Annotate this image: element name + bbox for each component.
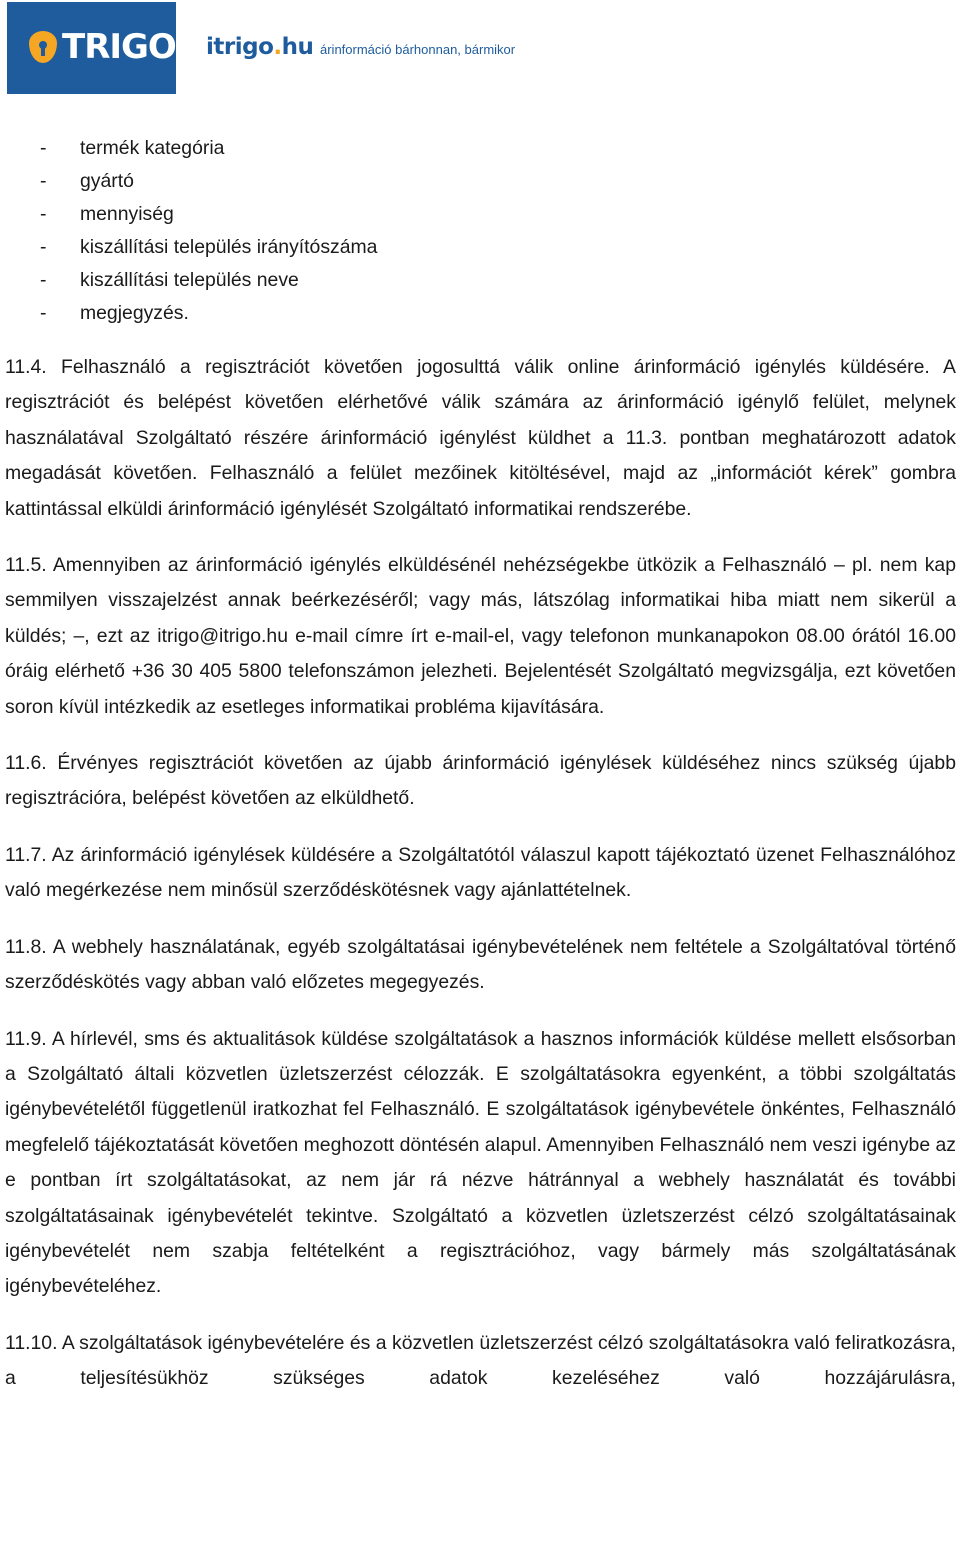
list-item-text: kiszállítási település irányítószáma	[80, 236, 378, 258]
list-item-text: kiszállítási település neve	[80, 269, 299, 291]
list-dash: -	[40, 236, 47, 258]
list-dash: -	[40, 170, 47, 192]
list-dash: -	[40, 269, 47, 291]
paragraph-11-6: 11.6. Érvényes regisztrációt követően az újabb árinformáció igénylések küldéséhez nincs szükség újabb regisztrációra, belépést követően az elküldhető.	[5, 752, 956, 810]
paragraph-11-4: 11.4. Felhasználó a regisztrációt követően jogosulttá válik online árinformáció igénylés küldésére. A regisztrációt és belépést követően elérhetővé válik számára az árinformáció igénylő felület, melynek használatával Szolgáltató részére árinformáció igénylést küldhet a 11.3. pontban meghatározott adatok megadását követően. Felhasználó a felület mezőinek kitöltésével, majd az „információt kérek” gombra kattintással elküldi árinformáció igénylését Szolgáltató informatikai rendszerébe.	[5, 356, 956, 520]
itrigo-logo-dot: .	[273, 34, 282, 60]
document-body	[5, 132, 956, 1397]
list-item	[5, 132, 956, 165]
paragraph-11-7: 11.7. Az árinformáció igénylések küldésére a Szolgáltatótól válaszul kapott tájékoztató üzenet Felhasználóhoz való megérkezése nem minősül szerződéskötésnek vagy ajánlattételnek.	[5, 843, 956, 902]
list-dash: -	[40, 137, 47, 159]
trigo-logo	[7, 2, 176, 94]
list-item	[5, 231, 956, 264]
list-item-text: mennyiség	[80, 203, 174, 225]
itrigo-logo-suffix: hu	[281, 34, 314, 60]
itrigo-logo-prefix: itrigo	[206, 34, 274, 60]
list-item-text: termék kategória	[80, 137, 225, 159]
bullet-list	[5, 132, 956, 330]
list-item	[5, 264, 956, 297]
list-item-text: megjegyzés.	[80, 302, 189, 324]
itrigo-logo	[206, 34, 313, 60]
paragraph-11-5: 11.5. Amennyiben az árinformáció igénylés elküldésénél nehézségekbe ütközik a Felhasználó – pl. nem kap semmilyen visszajelzést annak beérkezéséről; vagy más, látszólag informatikai hiba miatt nem sikerül a küldés; –, ezt az itrigo@itrigo.hu e-mail címre írt e-mail-el, vagy telefonon munkanapokon 08.00 órától 16.00 óráig elérhető +36 30 405 5800 telefonszámon jelezheti. Bejelentését Szolgáltató megvizsgálja, ezt követően soron kívül intézkedik az esetleges informatikai probléma kijavítására.	[5, 554, 956, 718]
list-dash: -	[40, 203, 47, 225]
paragraph-11-9: 11.9. A hírlevél, sms és aktualitások küldése szolgáltatások a hasznos információk küldése mellett elsősorban a Szolgáltató általi közvetlen üzletszerzést célozzák. E szolgáltatásokra egyenként, a többi szolgáltatás igénybevételétől függetlenül iratkozhat fel Felhasználó. E szolgáltatások igénybevétele önkéntes, Felhasználó megfelelő tájékoztatását követően meghozott döntésén alapul. Amennyiben Felhasználó nem veszi igénybe az e pontban írt szolgáltatásokat, az nem jár rá nézve hátránnyal a webhely használatát és további szolgáltatásainak igénybevételét tekintve. Szolgáltató a közvetlen üzletszerzést célzó szolgáltatásainak igénybevételét nem szabja feltételként a regisztrációhoz, vagy bármely más szolgáltatásának igénybevételéhez.	[5, 1027, 956, 1298]
trigo-logo-text: TRIGO	[62, 27, 176, 67]
lock-shield-icon	[29, 31, 57, 63]
list-item	[5, 165, 956, 198]
list-item-text: gyártó	[80, 170, 134, 192]
list-item	[5, 297, 956, 330]
page-header	[7, 2, 567, 94]
paragraph-11-8: 11.8. A webhely használatának, egyéb szolgáltatásai igénybevételének nem feltétele a Szolgáltatóval történő szerződéskötés vagy abban való előzetes megegyezés.	[5, 935, 956, 994]
list-dash: -	[40, 302, 47, 324]
paragraph-11-10: 11.10. A szolgáltatások igénybevételére és a közvetlen üzletszerzést célzó szolgáltatásokra való feliratkozásra, a teljesítésükhöz szükséges adatok kezeléséhez való hozzájárulásra,	[5, 1331, 956, 1390]
tagline: árinformáció bárhonnan, bármikor	[320, 42, 516, 57]
list-item	[5, 198, 956, 231]
